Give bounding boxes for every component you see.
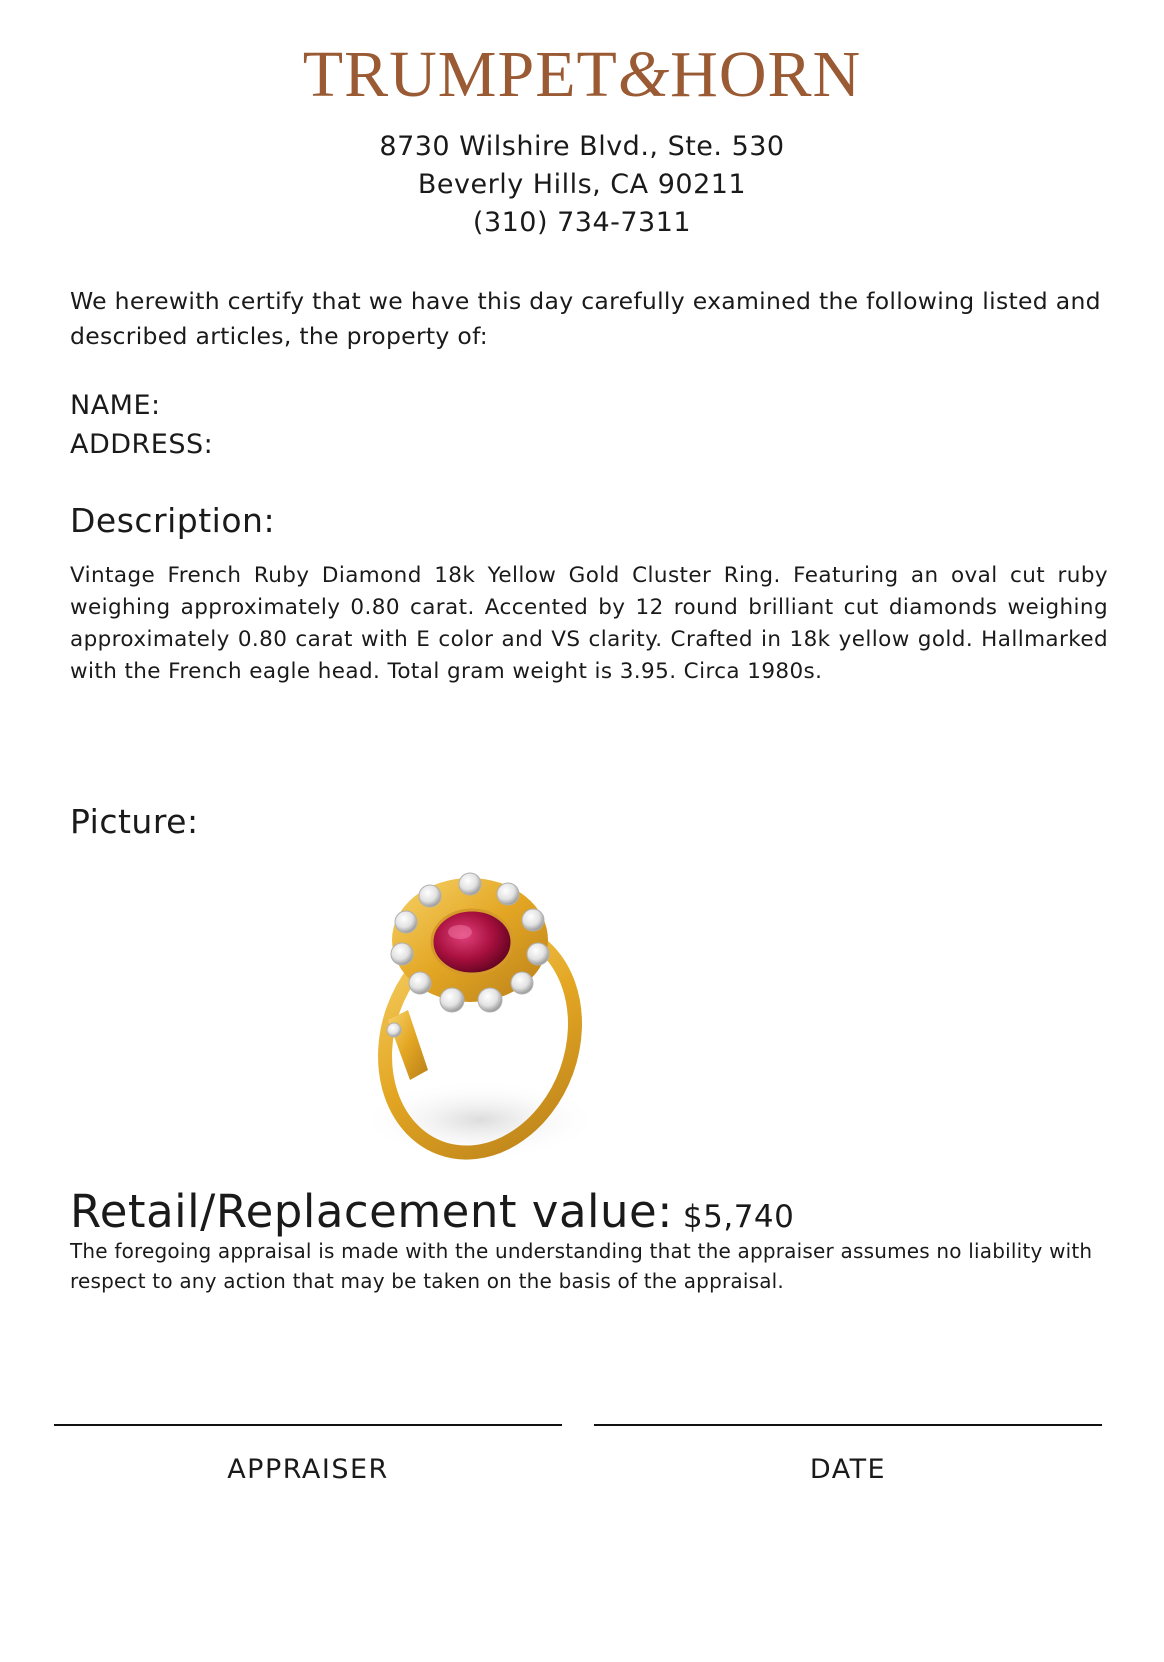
date-label: DATE	[809, 1454, 887, 1485]
description-text: Vintage French Ruby Diamond 18k Yellow Gold Cluster Ring. Featuring an oval cut ruby weighing approximately 0.80 carat. Accented by 12 round brilliant cut diamonds weighing approximately 0.80 carat with E color and VS clarity. Crafted in 18k yellow gold. Hallmarked with the French eagle head. Total gram weight is 3.95. Circa 1980s.	[70, 563, 1108, 684]
brand-name-right: HORN	[670, 38, 862, 111]
appraiser-signature-line	[54, 1424, 562, 1426]
owner-address-label: ADDRESS:	[70, 429, 214, 460]
address-city: Beverly Hills, CA 90211	[417, 169, 747, 200]
brand-ampersand: &	[617, 38, 671, 111]
phone-number: (310) 734-7311	[472, 207, 692, 238]
retail-value-label: Retail/Replacement value:	[70, 1185, 673, 1238]
address-street: 8730 Wilshire Blvd., Ste. 530	[379, 131, 785, 162]
business-address	[0, 128, 1164, 242]
description-heading: Description:	[70, 501, 276, 540]
owner-name-label: NAME:	[70, 390, 161, 421]
appraiser-label: APPRAISER	[227, 1454, 389, 1485]
retail-value-amount: $5,740	[682, 1199, 795, 1235]
ruby-diamond-cluster-ring-image	[330, 870, 630, 1170]
date-signature-line	[594, 1424, 1102, 1426]
brand-logo	[0, 38, 1164, 111]
retail-value-row	[70, 1185, 794, 1238]
appraisal-disclaimer: The foregoing appraisal is made with the understanding that the appraiser assumes no liability with respect to any action that may be taken on the basis of the appraisal.	[70, 1239, 1093, 1293]
brand-name-left: TRUMPET	[302, 38, 618, 111]
picture-heading: Picture:	[70, 802, 199, 841]
certification-statement: We herewith certify that we have this day carefully examined the following listed and described articles, the property of:	[70, 287, 1101, 350]
